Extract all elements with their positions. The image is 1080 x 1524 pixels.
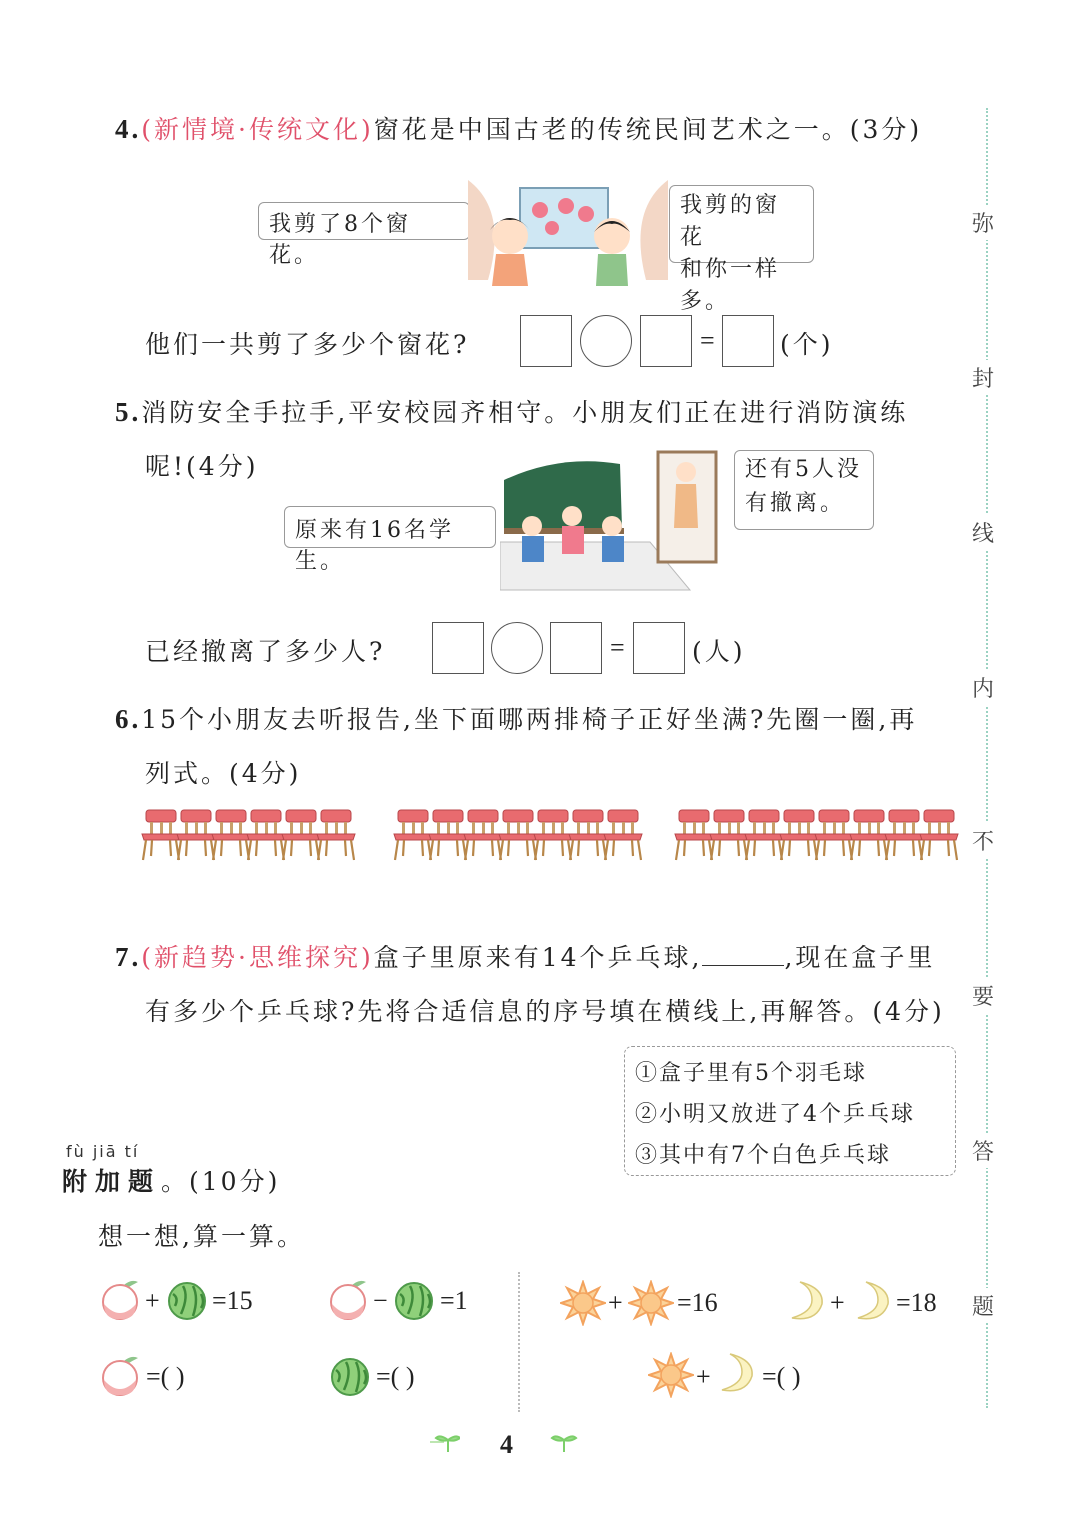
q5-bubble-right xyxy=(734,450,874,530)
peach-icon xyxy=(328,1276,370,1322)
q5-bubble-right-line2: 有撤离。 xyxy=(745,491,846,516)
q4-answer-box-1[interactable] xyxy=(520,315,572,367)
side-label: 封 xyxy=(972,360,994,395)
chair-icon xyxy=(675,810,713,860)
q6-text-2: 列式。(4分) xyxy=(145,759,302,788)
q4-answer-box-result[interactable] xyxy=(722,315,774,367)
side-label: 题 xyxy=(972,1288,994,1323)
sprout-icon xyxy=(430,1432,460,1454)
watermelon-icon xyxy=(328,1352,372,1398)
side-label: 弥 xyxy=(972,205,994,240)
sprout-icon xyxy=(550,1432,580,1454)
q5-answer-box-1[interactable] xyxy=(432,622,484,674)
chair-row-1[interactable] xyxy=(140,808,358,866)
q6-number: 6. xyxy=(115,704,142,734)
chair-icon xyxy=(569,810,607,860)
q7-number: 7. xyxy=(115,942,142,972)
side-label: 不 xyxy=(972,823,994,858)
chair-row-2[interactable] xyxy=(392,808,645,866)
q5-answer-box-2[interactable] xyxy=(550,622,602,674)
bonus-score: 。(10分) xyxy=(161,1167,281,1196)
bonus-right-ans[interactable]: =( ) xyxy=(762,1362,801,1391)
q4-question: 他们一共剪了多少个窗花? xyxy=(145,330,470,359)
q4-bubble-left: 我剪了8个窗花。 xyxy=(258,202,470,240)
q4-tag: (新情境·传统文化) xyxy=(141,115,374,144)
moon-icon xyxy=(852,1278,892,1324)
q5-question: 已经撤离了多少人? xyxy=(145,637,386,666)
q4-bubble-right-line2: 和你一样多。 xyxy=(680,257,781,314)
q5-fire-drill-illustration xyxy=(500,450,740,592)
q5-operator-circle[interactable] xyxy=(491,622,543,674)
chair-icon xyxy=(177,810,215,860)
peach-icon xyxy=(100,1276,142,1322)
watermelon-icon xyxy=(165,1276,209,1322)
bonus-left-eq1-result: =15 xyxy=(212,1286,253,1315)
side-label: 线 xyxy=(972,515,994,550)
page-number: 4 xyxy=(500,1430,513,1459)
chair-icon xyxy=(920,810,958,860)
bonus-right-eq1-result: =16 xyxy=(677,1288,718,1317)
chair-icon xyxy=(394,810,432,860)
q4-equals: = xyxy=(700,326,715,355)
chair-icon xyxy=(745,810,783,860)
q4-unit: (个) xyxy=(780,330,834,359)
q4-operator-circle[interactable] xyxy=(580,315,632,367)
q5-bubble-left: 原来有16名学生。 xyxy=(284,506,496,548)
chair-icon xyxy=(282,810,320,860)
bonus-left-eq2-op: − xyxy=(373,1286,388,1315)
bonus-left-ans2[interactable]: =( ) xyxy=(376,1362,415,1391)
q5-text-2: 呢!(4分) xyxy=(145,452,259,481)
peach-icon xyxy=(100,1352,142,1398)
side-label: 答 xyxy=(972,1133,994,1168)
q5-answer-box-result[interactable] xyxy=(633,622,685,674)
sun-icon xyxy=(648,1352,694,1398)
chair-icon xyxy=(212,810,250,860)
bonus-right-eq1-op: + xyxy=(608,1288,623,1317)
q7-text-2: 有多少个乒乓球?先将合适信息的序号填在横线上,再解答。(4分) xyxy=(145,997,945,1026)
q7-tag: (新趋势·思维探究) xyxy=(141,943,374,972)
q7-blank-line[interactable] xyxy=(702,945,784,966)
q4-answer-box-2[interactable] xyxy=(640,315,692,367)
side-label: 内 xyxy=(972,670,994,705)
binding-dotted-line xyxy=(986,108,988,1408)
chair-icon xyxy=(464,810,502,860)
q5-bubble-right-line1: 还有5人没 xyxy=(745,457,862,482)
chair-icon xyxy=(499,810,537,860)
q5-equals: = xyxy=(610,633,625,662)
bonus-right-eq2-result: =18 xyxy=(896,1288,937,1317)
moon-icon xyxy=(716,1350,756,1396)
chair-icon xyxy=(885,810,923,860)
q7-option-2: ②小明又放进了4个乒乓球 xyxy=(635,1102,915,1127)
chair-icon xyxy=(780,810,818,860)
side-label: 要 xyxy=(972,978,994,1013)
chair-icon xyxy=(247,810,285,860)
bonus-left-eq2-result: =1 xyxy=(440,1286,468,1315)
q7-option-1: ①盒子里有5个羽毛球 xyxy=(635,1061,867,1086)
bonus-title: 附加题 xyxy=(62,1167,162,1196)
chair-icon xyxy=(534,810,572,860)
chair-icon xyxy=(429,810,467,860)
q6-heading-line1 xyxy=(115,700,917,736)
chair-icon xyxy=(850,810,888,860)
chair-row-3[interactable] xyxy=(673,808,961,866)
q5-number: 5. xyxy=(115,397,142,427)
chair-icon xyxy=(317,810,355,860)
q4-number: 4. xyxy=(115,114,142,144)
q7-options-box xyxy=(624,1046,956,1176)
q4-bubble-right-line1: 我剪的窗花 xyxy=(680,193,781,250)
moon-icon xyxy=(786,1278,826,1324)
bonus-left-ans1[interactable]: =( ) xyxy=(146,1362,185,1391)
q7-text-1a: 盒子里原来有14个乒乓球, xyxy=(373,943,703,972)
sun-icon xyxy=(628,1280,674,1326)
q4-window-flower-illustration xyxy=(468,170,668,288)
bonus-divider xyxy=(518,1272,520,1412)
q7-heading-line1 xyxy=(115,938,935,974)
q7-text-1b: ,现在盒子里 xyxy=(784,943,936,972)
watermelon-icon xyxy=(392,1276,436,1322)
bonus-heading xyxy=(62,1162,280,1198)
q7-option-3: ③其中有7个白色乒乓球 xyxy=(635,1143,891,1168)
chair-icon xyxy=(604,810,642,860)
q4-heading xyxy=(115,110,922,146)
q5-unit: (人) xyxy=(692,637,746,666)
bonus-pinyin: fù jiā tí xyxy=(66,1142,140,1161)
q6-text-1: 15个小朋友去听报告,坐下面哪两排椅子正好坐满?先圈一圈,再 xyxy=(141,705,918,734)
sun-icon xyxy=(560,1280,606,1326)
bonus-instruction: 想一想,算一算。 xyxy=(98,1222,305,1251)
q4-text: 窗花是中国古老的传统民间艺术之一。(3分) xyxy=(373,115,923,144)
q5-text-1: 消防安全手拉手,平安校园齐相守。小朋友们正在进行消防演练 xyxy=(141,398,909,427)
q5-heading-line1 xyxy=(115,393,908,429)
bonus-right-ans-op: + xyxy=(696,1362,711,1391)
bonus-left-eq1-op: + xyxy=(145,1286,160,1315)
bonus-right-eq2-op: + xyxy=(830,1288,845,1317)
chair-icon xyxy=(710,810,748,860)
chair-icon xyxy=(142,810,180,860)
chair-icon xyxy=(815,810,853,860)
q4-bubble-right xyxy=(669,185,814,314)
